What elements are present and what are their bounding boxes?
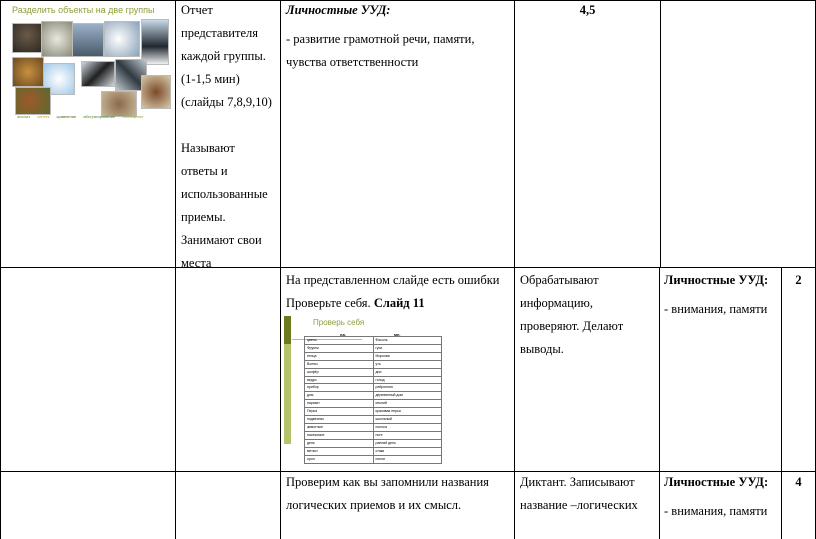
bird-photo — [41, 21, 73, 57]
table-cell: птица — [305, 352, 374, 360]
text-line: приемы. — [181, 210, 226, 224]
slide-title: Проверь себя — [313, 318, 365, 327]
table-cell: дом — [305, 392, 374, 400]
task-line — [286, 292, 511, 315]
col-header: ед. — [340, 332, 346, 337]
table-cell: меткот — [305, 447, 374, 455]
table-row — [305, 423, 442, 431]
caption-analysis: анализ — [17, 114, 31, 119]
task-text — [286, 269, 511, 315]
table-row — [305, 439, 442, 447]
table-cell: деревянный дом — [373, 392, 442, 400]
table-cell: Фасоль — [373, 337, 442, 345]
bird-photo — [12, 23, 42, 53]
task-line: Проверим как вы запомнили названия — [286, 475, 489, 489]
table-row — [305, 376, 442, 384]
text-line: места — [181, 256, 212, 270]
bird-photo — [81, 61, 115, 87]
table-cell: гуси — [373, 344, 442, 352]
accent-bar — [284, 316, 291, 344]
table-cell: Волны — [305, 360, 374, 368]
table-cell: Моркови — [373, 352, 442, 360]
table-cell: Фрукты — [305, 344, 374, 352]
text-line: каждой группы. — [181, 49, 266, 63]
table-row — [305, 416, 442, 424]
table-border — [781, 268, 782, 539]
table-row — [305, 408, 442, 416]
table-cell: ранний день — [373, 439, 442, 447]
slide-captions — [17, 114, 150, 119]
table-cell: красивая перья — [373, 408, 442, 416]
student-activity-text — [520, 269, 658, 361]
uud-line: - развитие грамотной речи, памяти, — [286, 32, 475, 46]
text-line: информацию, — [520, 296, 594, 310]
score: 2 — [795, 273, 802, 287]
table-row — [305, 431, 442, 439]
table-border — [175, 0, 176, 539]
score: 4,5 — [579, 3, 596, 17]
table-border — [0, 0, 1, 539]
uud-title: Личностные УУД: — [286, 3, 391, 17]
uud-cell — [286, 0, 511, 74]
table-cell: паразит — [305, 400, 374, 408]
accent-bar — [284, 344, 291, 444]
table-row — [305, 447, 442, 455]
slide-thumbnail-classify — [5, 3, 168, 123]
text-line — [181, 114, 276, 137]
table-row — [305, 360, 442, 368]
table-row — [305, 384, 442, 392]
student-activity-text — [181, 0, 276, 275]
task-line: На представленном слайде есть ошибки — [286, 273, 500, 287]
table-cell: животные — [305, 423, 374, 431]
caption-abstraction: абстрагирование — [83, 114, 116, 119]
text-line: Занимают свои — [181, 233, 262, 247]
uud-cell — [664, 269, 780, 321]
table-border — [514, 0, 515, 539]
uud-title: Личностные УУД: — [664, 273, 769, 287]
text-line: использованные — [181, 187, 268, 201]
table-border — [659, 268, 660, 539]
table-border — [280, 0, 281, 539]
col-header: мн. — [394, 332, 401, 337]
table-cell: школьный — [373, 416, 442, 424]
table-cell: ведро — [305, 376, 374, 384]
slide-title: Разделить объекты на две группы — [12, 5, 155, 15]
table-cell: шофёр — [305, 368, 374, 376]
text-line: Диктант. Записывают — [520, 475, 635, 489]
text-line: Отчет — [181, 3, 213, 17]
table-row — [305, 455, 442, 463]
table-cell: полон — [373, 455, 442, 463]
uud-cell — [664, 471, 780, 523]
task-check-text: Проверьте себя. — [286, 296, 371, 310]
table-cell: дни — [373, 368, 442, 376]
table-cell: ноге — [373, 431, 442, 439]
caption-synthesis: синтез — [37, 114, 50, 119]
text-line: Называют — [181, 141, 235, 155]
table-cell: голод — [373, 376, 442, 384]
table-border — [0, 267, 816, 268]
text-line: проверяют. Делают — [520, 319, 624, 333]
caption-generalization: обобщение — [122, 114, 144, 119]
text-line: название –логических — [520, 498, 638, 512]
task-line: логических приемов и их смысл. — [286, 498, 462, 512]
text-line: ответы и — [181, 164, 228, 178]
uud-title: Личностные УУД: — [664, 475, 769, 489]
table-row — [305, 344, 442, 352]
slide-thumbnail-check — [284, 314, 446, 461]
bird-photo — [104, 21, 140, 57]
table-cell: цветы — [305, 337, 374, 345]
caption-comparison: сравнение — [56, 114, 77, 119]
table-cell: насекомое — [305, 431, 374, 439]
table-row — [305, 400, 442, 408]
uud-line: чувства ответственности — [286, 55, 419, 69]
student-activity-text — [520, 471, 658, 517]
table-cell: многий — [373, 400, 442, 408]
table-cell: подвесник — [305, 416, 374, 424]
table-cell: орол — [305, 455, 374, 463]
table-row — [305, 352, 442, 360]
score: 4 — [795, 475, 802, 489]
text-line: выводы. — [520, 342, 564, 356]
table-row — [305, 337, 442, 345]
text-line: (слайды 7,8,9,10) — [181, 95, 272, 109]
bird-photo — [72, 23, 104, 57]
uud-line: - внимания, памяти — [664, 504, 768, 518]
text-line: (1-1,5 мин) — [181, 72, 240, 86]
text-line: представителя — [181, 26, 258, 40]
uud-line: - внимания, памяти — [664, 302, 768, 316]
bird-photo — [15, 87, 51, 115]
table-cell: полоса — [373, 423, 442, 431]
slide-ref: Слайд 11 — [373, 296, 425, 310]
table-row — [305, 368, 442, 376]
check-table — [304, 336, 442, 464]
task-text — [286, 471, 511, 517]
table-cell: прибор — [305, 384, 374, 392]
table-row — [305, 392, 442, 400]
table-border — [660, 0, 661, 267]
table-cell: рейроннян — [373, 384, 442, 392]
table-cell: стаки — [373, 447, 442, 455]
table-cell: уть — [373, 360, 442, 368]
text-line: Обрабатывают — [520, 273, 599, 287]
table-cell: Перья — [305, 408, 374, 416]
table-cell: день — [305, 439, 374, 447]
bird-photo — [12, 57, 44, 87]
bird-photo — [141, 75, 171, 109]
